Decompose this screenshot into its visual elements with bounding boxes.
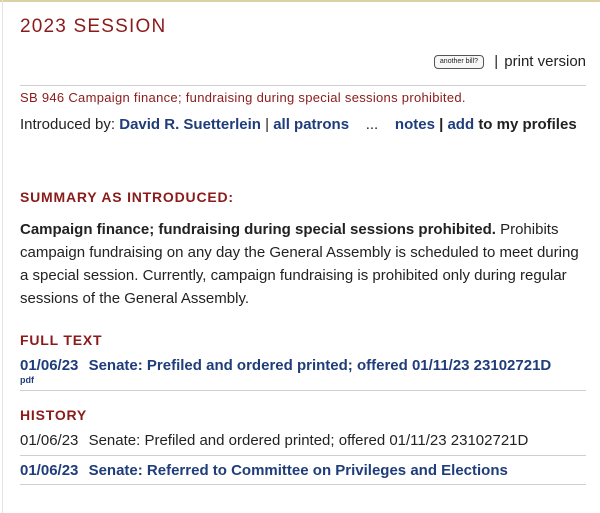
history-description: Senate: Prefiled and ordered printed; offered 01/11/23 23102721D xyxy=(88,432,529,449)
summary-text xyxy=(20,218,586,310)
history-description: Senate: Referred to Committee on Privileges and Elections xyxy=(88,462,508,479)
history-heading: HISTORY xyxy=(20,407,88,423)
notes-separator: | xyxy=(439,116,444,133)
to-my-profiles-text: to my profiles xyxy=(478,116,577,133)
history-date: 01/06/23 xyxy=(20,432,79,449)
history-date: 01/06/23 xyxy=(20,462,79,479)
summary-body: Prohibits campaign fundraising on any day the General Assembly is scheduled to meet during a special session. Currently, campaign fundraising is prohibited only during regular sessions of the General Assembly. xyxy=(20,221,579,307)
top-border xyxy=(0,0,600,2)
divider xyxy=(20,484,586,485)
ellipsis: ... xyxy=(365,116,379,133)
summary-lead: Campaign finance; fundraising during special sessions prohibited. xyxy=(20,221,496,238)
summary-heading: SUMMARY AS INTRODUCED: xyxy=(20,189,234,205)
full-text-heading: FULL TEXT xyxy=(20,332,103,348)
patron-separator: | xyxy=(265,116,270,133)
notes-link[interactable]: notes xyxy=(394,116,435,133)
page-tools xyxy=(434,53,586,70)
add-link[interactable]: add xyxy=(447,116,475,133)
divider xyxy=(20,85,586,86)
bill-caption: SB 946 Campaign finance; fundraising during special sessions prohibited. xyxy=(20,90,466,105)
another-bill-button[interactable]: another bill? xyxy=(434,55,484,69)
history-entry xyxy=(20,432,528,449)
all-patrons-link[interactable]: all patrons xyxy=(273,116,350,133)
divider xyxy=(20,455,586,456)
tools-separator: | xyxy=(494,53,499,70)
history-entry-link[interactable] xyxy=(20,462,508,479)
patron-link[interactable]: David R. Suetterlein xyxy=(119,116,261,133)
full-text-date: 01/06/23 xyxy=(20,357,79,374)
full-text-description: Senate: Prefiled and ordered printed; offered 01/11/23 23102721D xyxy=(88,357,552,374)
full-text-entry-link[interactable] xyxy=(20,357,551,374)
left-border xyxy=(2,0,3,513)
pdf-link[interactable]: pdf xyxy=(20,375,34,385)
session-title: 2023 SESSION xyxy=(20,16,167,37)
print-version-link[interactable]: print version xyxy=(504,53,586,70)
introduced-by-line xyxy=(20,113,580,136)
divider xyxy=(20,390,586,391)
introduced-by-label: Introduced by: xyxy=(20,116,116,133)
